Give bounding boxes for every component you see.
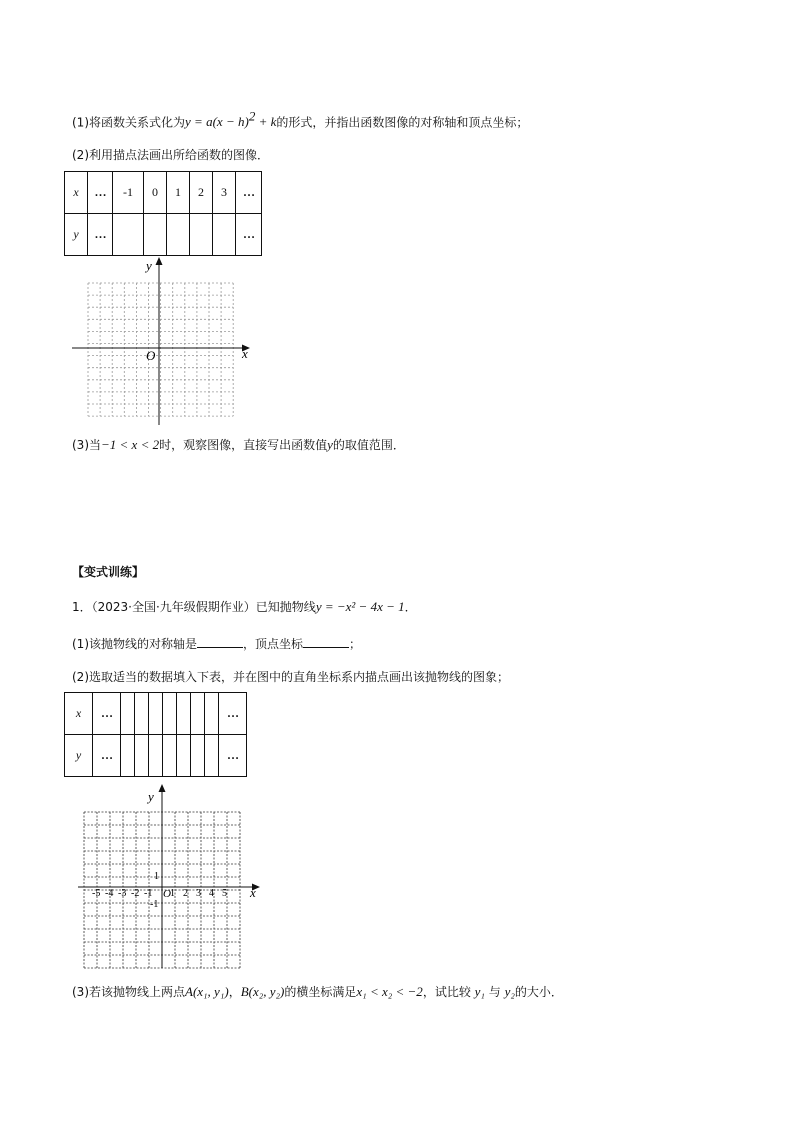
x-tick-label: 5 [222, 888, 227, 899]
table-cell: x [65, 172, 88, 214]
question-2-3: (3)若该抛物线上两点A(x₁, y₁)，B(x₂, y₂)的横坐标满足x₁ < x₂ < −2，试比较 y₁ 与 y₂的大小． [72, 984, 563, 999]
table-cell [149, 693, 163, 735]
y-axis-arrow [156, 257, 163, 265]
answer-blank [197, 635, 243, 648]
coordinate-grid-2 [70, 782, 270, 972]
table-cell [205, 735, 219, 777]
table-cell: 2 [190, 172, 213, 214]
origin-label: O [146, 348, 156, 363]
problem-statement: 1．（2023·全国·九年级假期作业）已知抛物线y = −x² − 4x − 1． [72, 599, 417, 614]
table-cell: 0 [144, 172, 167, 214]
y-axis-label: y [148, 789, 154, 804]
section-heading: 【变式训练】 [72, 565, 145, 579]
table-cell: -1 [113, 172, 144, 214]
table-cell [191, 735, 205, 777]
x-tick-label: -4 [105, 888, 114, 899]
question-2-1: (1)该抛物线的对称轴是 ，顶点坐标 ； [72, 637, 362, 651]
table-cell [135, 693, 149, 735]
question-2-2: (2)选取适当的数据填入下表，并在图中的直角坐标系内描点画出该抛物线的图象； [72, 670, 510, 684]
table-cell [177, 693, 191, 735]
table-cell [177, 735, 191, 777]
table-cell [121, 693, 135, 735]
value-table-1 [64, 171, 262, 256]
question-1-1: (1)将函数关系式化为$y = a(x - h)^2 + k$的形式，并指出函数图像的对称轴和顶点坐标； [72, 109, 529, 130]
x-tick-label: -2 [131, 888, 140, 899]
x-tick-label: 4 [209, 888, 214, 899]
point-a: A(x₁, y₁) [185, 984, 229, 999]
table-cell: … [219, 693, 247, 735]
table-cell: 3 [213, 172, 236, 214]
y-tick-label: -1 [150, 899, 159, 910]
table-cell [135, 735, 149, 777]
x-tick-label: -1 [144, 888, 153, 899]
table-cell: … [219, 735, 247, 777]
table-cell [190, 214, 213, 256]
x-axis-label: x [242, 346, 248, 361]
answer-blank [303, 635, 349, 648]
value-table-2 [64, 692, 247, 777]
inequality: −1 < x < 2 [101, 437, 160, 452]
origin-label: O [163, 888, 171, 900]
x-axis-label: x [250, 885, 256, 900]
table-cell [121, 735, 135, 777]
table-cell: 1 [167, 172, 190, 214]
table-cell [213, 214, 236, 256]
table-cell [149, 735, 163, 777]
x-tick-label: 2 [183, 888, 188, 899]
table-cell: … [88, 214, 113, 256]
table-cell [205, 693, 219, 735]
condition: x₁ < x₂ < −2 [356, 984, 423, 999]
question-1-2: (2)利用描点法画出所给函数的图像． [72, 148, 269, 162]
grid-lines [88, 283, 233, 416]
x-tick-label: -5 [92, 888, 101, 899]
y-axis-arrow [159, 784, 166, 792]
table-cell: y [65, 735, 93, 777]
table-cell [113, 214, 144, 256]
table-cell [163, 693, 177, 735]
question-1-3: (3)当−1 < x < 2时，观察图像，直接写出函数值y的取值范围． [72, 437, 405, 452]
y-axis-label: y [146, 258, 152, 273]
x-tick-label: 3 [196, 888, 201, 899]
coordinate-grid-1 [60, 255, 260, 430]
table-cell: … [93, 735, 121, 777]
x-tick-label: -3 [118, 888, 127, 899]
x-tick-label: 1 [170, 888, 175, 899]
table-cell [167, 214, 190, 256]
vertex-form-formula: $y = a(x - h)^2 + k$ [185, 109, 277, 130]
table-cell: … [93, 693, 121, 735]
table-cell: … [236, 172, 262, 214]
table-cell: … [88, 172, 113, 214]
point-b: B(x₂, y₂) [240, 984, 285, 999]
parabola-formula: y = −x² − 4x − 1 [315, 599, 405, 614]
table-cell: … [236, 214, 262, 256]
table-cell: y [65, 214, 88, 256]
table-cell [163, 735, 177, 777]
table-cell: x [65, 693, 93, 735]
table-cell [191, 693, 205, 735]
table-cell [144, 214, 167, 256]
y-tick-label: 1 [154, 871, 159, 882]
